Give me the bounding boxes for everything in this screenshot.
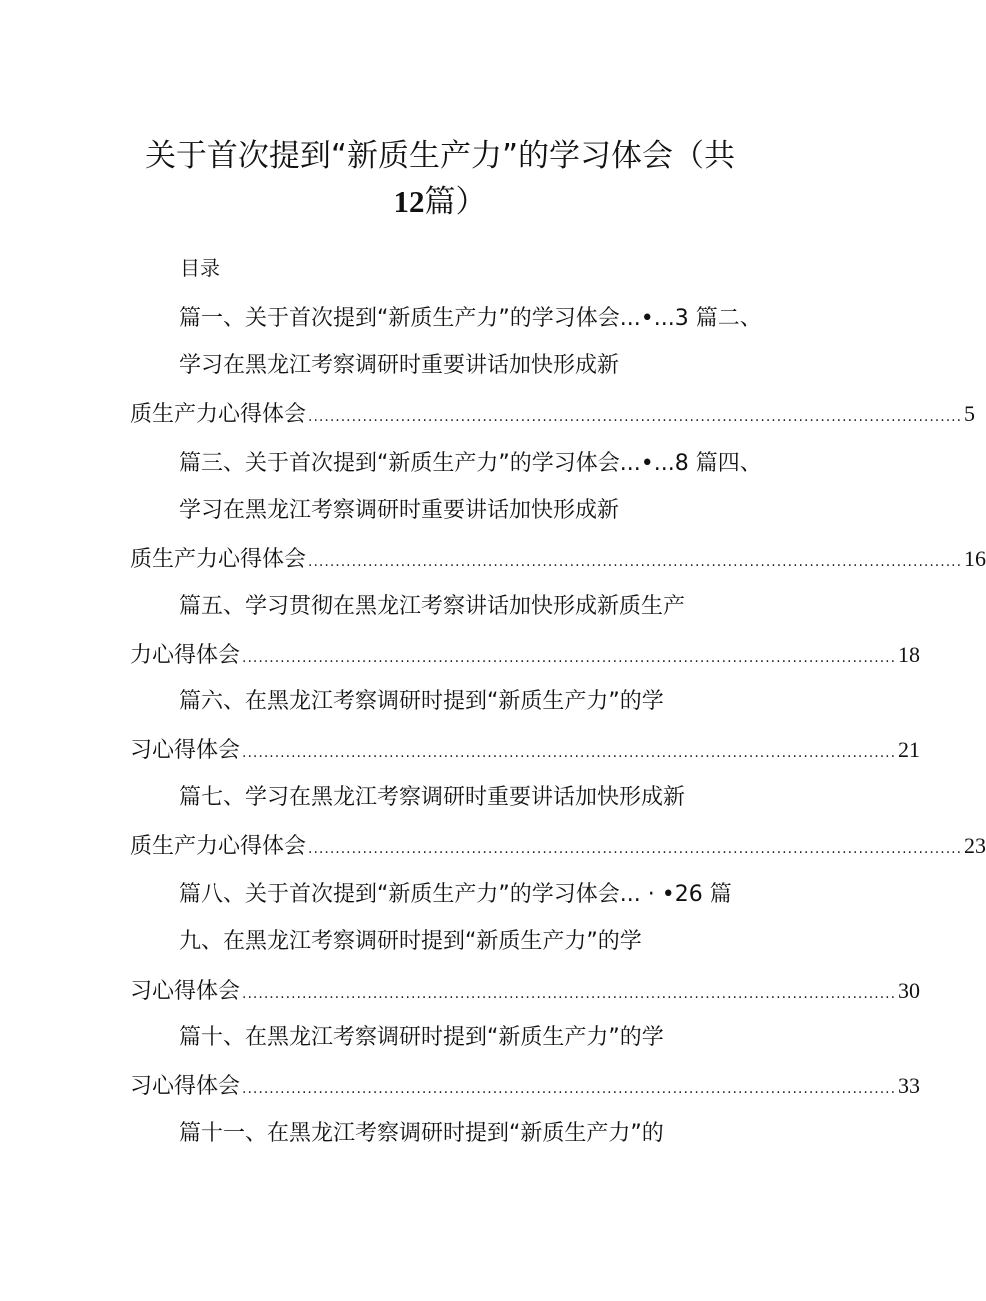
toc-line: 篇八、关于首次提到“新质生产力”的学习体会... · •26 篇 — [179, 882, 732, 907]
toc-entry-leader — [130, 544, 986, 574]
toc-page-number: 23 — [964, 833, 986, 858]
toc-page-number: 5 — [964, 401, 976, 426]
toc-line: 九、在黑龙江考察调研时提到“新质生产力”的学 — [179, 929, 642, 954]
leader-dots: ........................................................................................................................ — [242, 650, 897, 666]
toc-line: 篇五、学习贯彻在黑龙江考察讲话加快形成新质生产 — [179, 594, 686, 619]
toc-entry-leader — [130, 399, 976, 429]
leader-dots: ........................................................................................................................ — [308, 409, 963, 425]
document-title-line-1: 关于首次提到“新质生产力”的学习体会（共 — [144, 138, 736, 174]
toc-entry-text: 习心得体会 — [130, 979, 241, 1004]
toc-entry-text: 质生产力心得体会 — [130, 402, 307, 427]
toc-entry-text: 质生产力心得体会 — [130, 834, 307, 859]
toc-page-number: 21 — [898, 737, 921, 762]
toc-line: 篇十一、在黑龙江考察调研时提到“新质生产力”的 — [179, 1121, 664, 1146]
leader-dots: ........................................................................................................................ — [308, 554, 963, 570]
toc-line: 篇十、在黑龙江考察调研时提到“新质生产力”的学 — [179, 1025, 664, 1050]
leader-dots: ........................................................................................................................ — [242, 986, 897, 1002]
toc-entry-leader — [130, 831, 986, 861]
toc-page-number: 33 — [898, 1073, 921, 1098]
toc-page-number: 30 — [898, 978, 921, 1003]
toc-line: 学习在黑龙江考察调研时重要讲话加快形成新 — [179, 498, 620, 523]
toc-page-number: 18 — [898, 642, 921, 667]
title-count-suffix: 篇） — [424, 184, 487, 220]
leader-dots: ........................................................................................................................ — [242, 1081, 897, 1097]
toc-page-number: 16 — [964, 546, 986, 571]
title-count: 12 — [393, 184, 425, 219]
toc-entry-text: 力心得体会 — [130, 643, 241, 668]
toc-entry-text: 质生产力心得体会 — [130, 547, 307, 572]
document-title-line-2 — [0, 182, 880, 222]
toc-line: 篇七、学习在黑龙江考察调研时重要讲话加快形成新 — [179, 785, 686, 810]
toc-entry-text: 习心得体会 — [130, 1074, 241, 1099]
toc-line: 篇六、在黑龙江考察调研时提到“新质生产力”的学 — [179, 689, 664, 714]
toc-entry-text: 习心得体会 — [130, 738, 241, 763]
toc-entry-leader — [130, 1071, 921, 1101]
toc-entry-leader — [130, 640, 921, 670]
toc-line: 篇三、关于首次提到“新质生产力”的学习体会...•...8 篇四、 — [179, 451, 762, 476]
leader-dots: ........................................................................................................................ — [308, 841, 963, 857]
leader-dots: ........................................................................................................................ — [242, 745, 897, 761]
toc-entry-leader — [130, 735, 921, 765]
toc-heading: 目录 — [180, 256, 220, 280]
toc-line: 学习在黑龙江考察调研时重要讲话加快形成新 — [179, 353, 620, 378]
toc-entry-leader — [130, 976, 921, 1006]
toc-line: 篇一、关于首次提到“新质生产力”的学习体会...•...3 篇二、 — [179, 306, 762, 331]
